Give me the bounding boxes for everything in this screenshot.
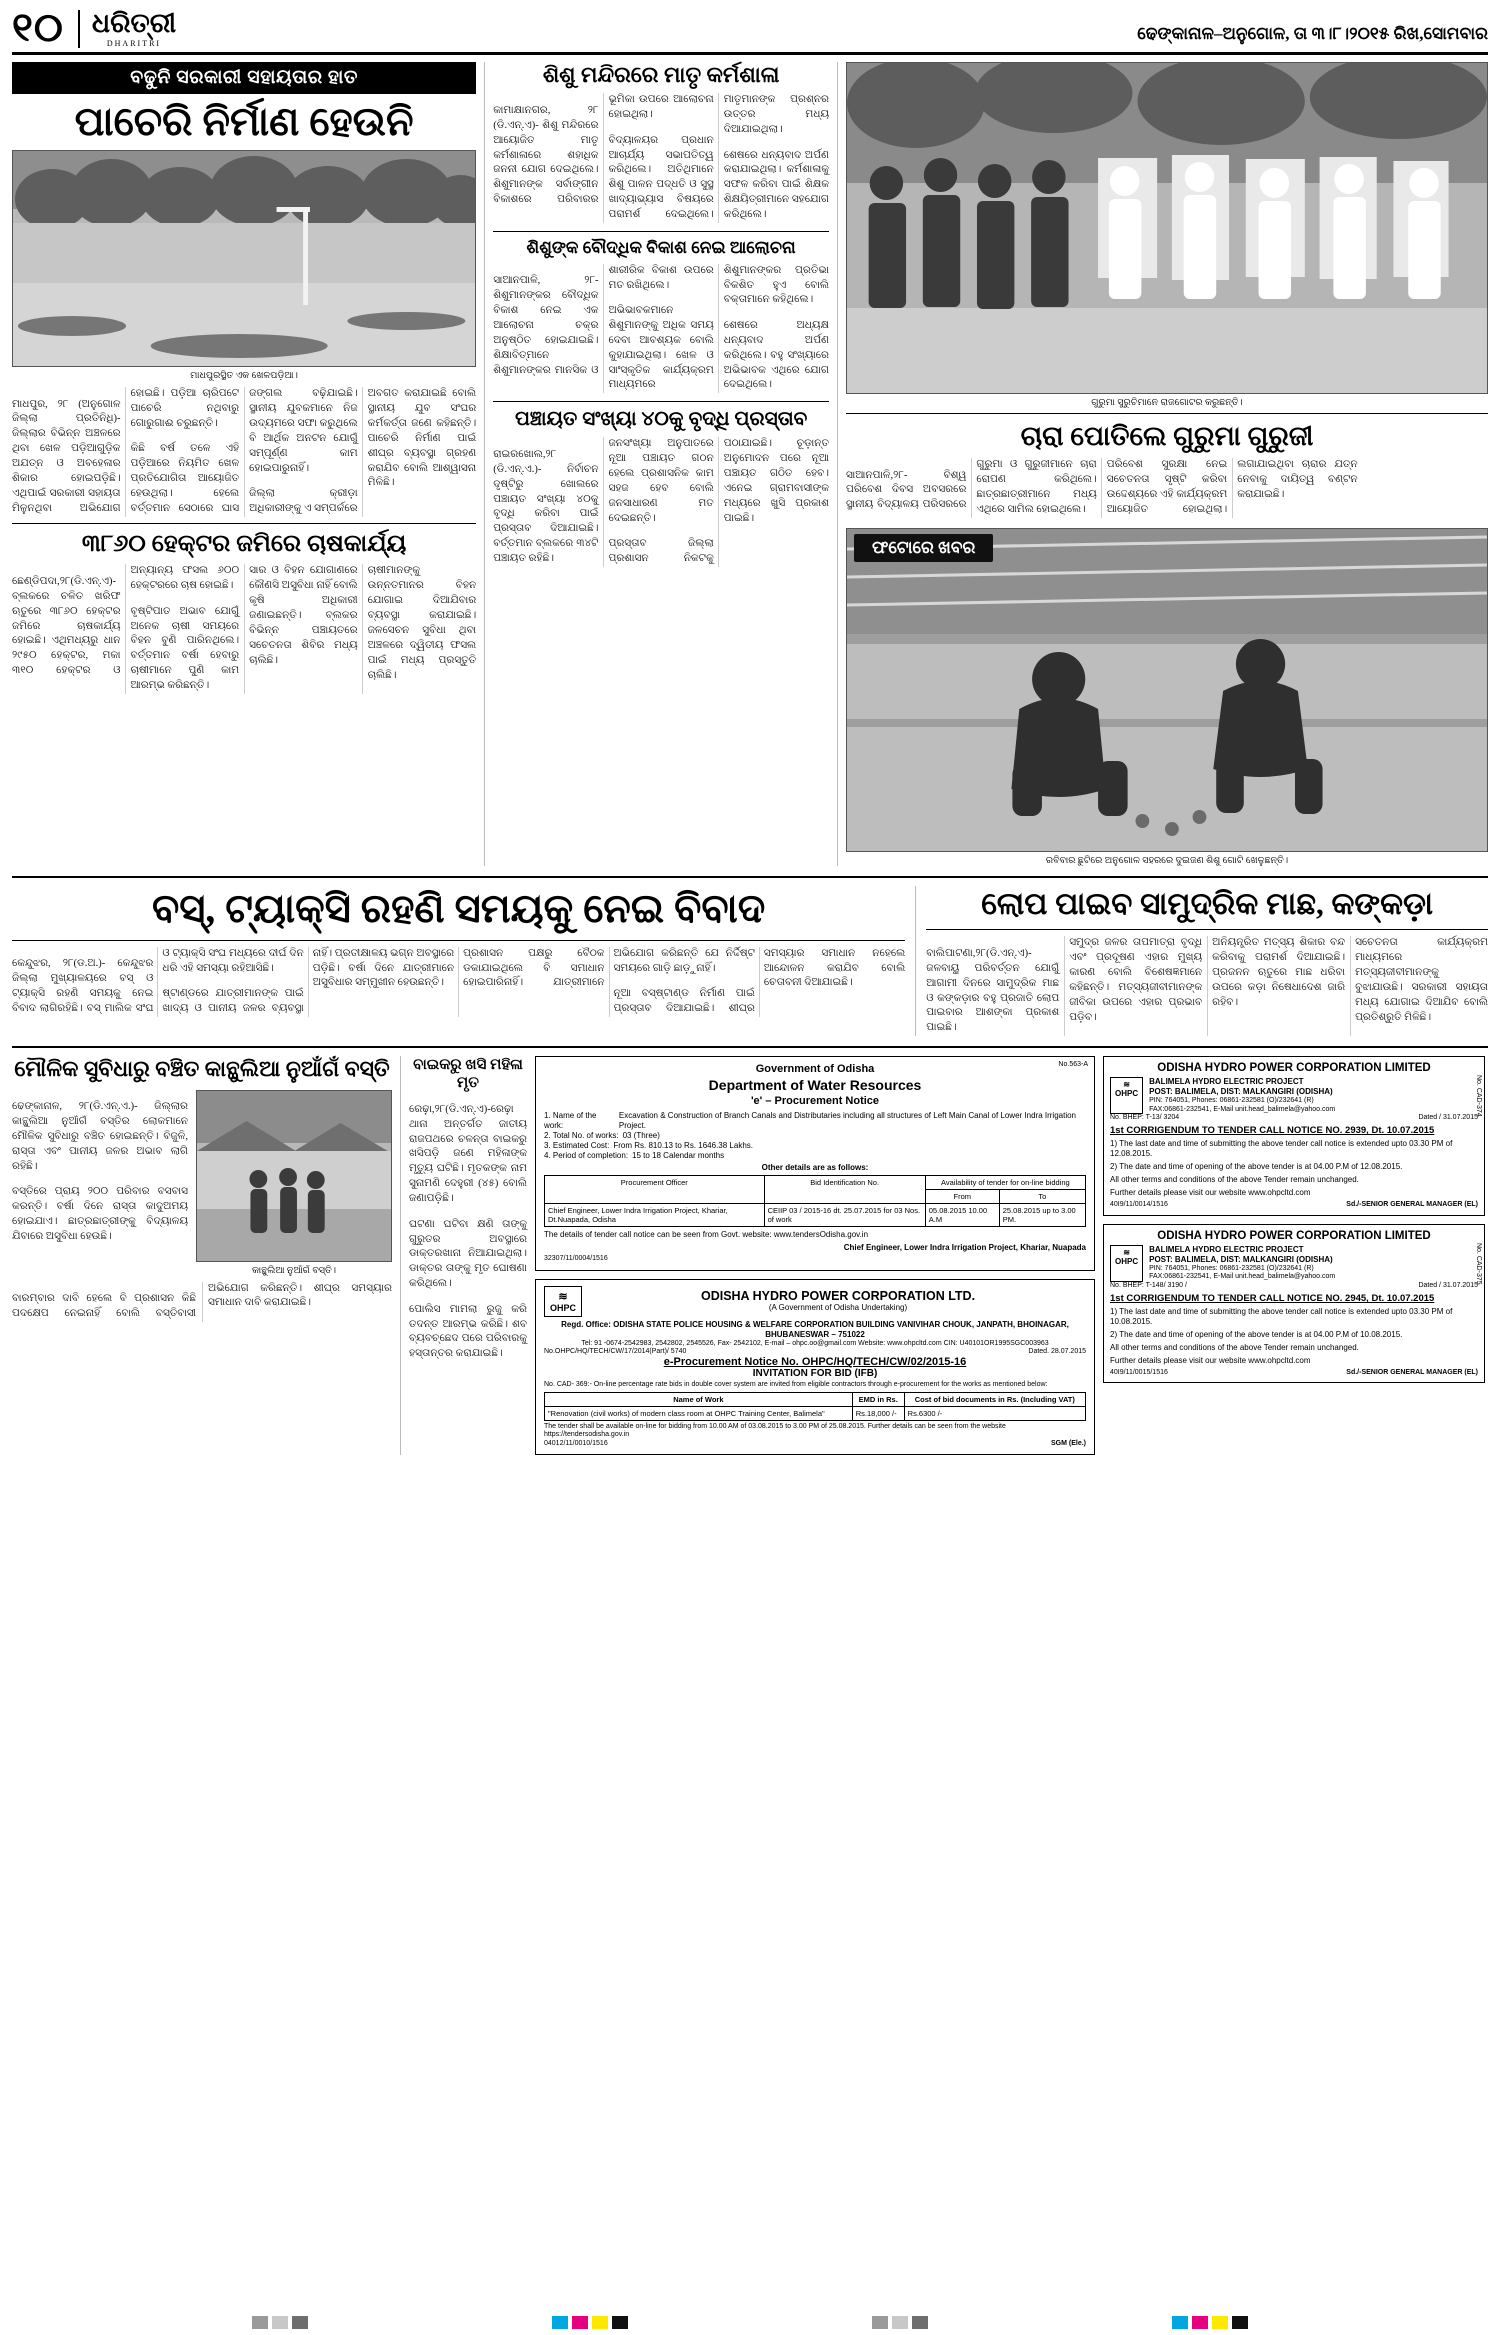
bus-headline: ବସ୍‌, ଟ୍ୟାକ୍ସି ରହଣି ସମୟକୁ ନେଇ ବିବାଦ	[151, 885, 766, 931]
paragraph: ପରିବେଶ ସୁରକ୍ଷା ନେଇ ସଚେତନତା ସୃଷ୍ଟି କରିବା ଉଦ୍ଦେଶ୍ୟରେ ଏହି କାର୍ଯ୍ୟକ୍ରମ ଆୟୋଜିତ ହୋଇଥିଲା। ଲଗାଯାଇଥିବା ଚାରାର ଯତ୍ନ ନେବାକୁ ଦାୟିତ୍ୱ ବଣ୍ଟନ କରାଯାଇଛି।	[1106, 459, 1358, 515]
lead-photo-caption: ମାଧପୁରସ୍ଥିତ ଏକ ଖେଳପଡ଼ିଆ।	[190, 371, 298, 381]
right-column	[837, 62, 1488, 866]
col-header: Cost of bid documents in Rs. (Including VAT)	[904, 1392, 1085, 1406]
color-swatch	[592, 2316, 608, 2329]
ad-ohpc-corrigendum-2	[1103, 1224, 1485, 1384]
ad-work-table	[544, 1392, 1086, 1421]
ad-fax: FAX:06861-232541, E-Mail unit.head_balimela@yahoo.com	[1149, 1105, 1336, 1113]
masthead	[12, 5, 1488, 55]
ad-type-line: 'e' – Procurement Notice	[750, 1095, 880, 1108]
col-subheader: To	[999, 1190, 1085, 1204]
middle-column	[484, 62, 829, 866]
ad-pin-phone: PIN: 764051, Phones: 06861-232581 (O)/232641 (R)	[1149, 1097, 1314, 1105]
ad-office: Regd. Office: ODISHA STATE POLICE HOUSING & WELFARE CORPORATION BUILDING VANIVIHAR CHOUK, JANPATH, BHOINAGAR, BHUBANESWAR – 751022	[561, 1319, 1069, 1339]
ad-bhep-no: No. BHEP: T-148/ 3190 /	[1110, 1281, 1187, 1289]
ad-side-code: No. CAD-374	[1475, 1075, 1482, 1117]
basti-photo-caption: କାନ୍ଥୁଲିଆ ନୁଆଁଗଁ ବସ୍ତି।	[251, 1265, 337, 1276]
color-swatch	[912, 2316, 928, 2329]
ad-field-label: 1. Name of the work:	[544, 1111, 597, 1131]
cell-from: 05.08.2015 10.00 A.M	[925, 1204, 999, 1227]
ad-notice-no: No.OHPC/HQ/TECH/CW/17/2014(Part)/ 5740	[544, 1348, 687, 1356]
color-swatch	[1232, 2316, 1248, 2329]
ad-field-value: Excavation & Construction of Branch Canals and Distributaries including all structures of Left Main Canal of Lower Indra Irrigation Project.	[618, 1111, 1076, 1131]
publication-logo	[78, 10, 176, 48]
bottom-region	[12, 1056, 1488, 1455]
ad-ref-no: No.563-A	[1058, 1061, 1088, 1069]
ad-date: Dated / 31.07.2015	[1418, 1114, 1478, 1122]
color-swatch	[272, 2316, 288, 2329]
machha-headline: ଲୋପ ପାଇବ ସାମୁଦ୍ରିକ ମାଛ, କଙ୍କଡ଼ା	[981, 885, 1434, 921]
ad-note: The tender shall be available on-line for bidding from 10.00 AM of 03.08.2015 to 3.00 PM of 25.08.2015. Further details can be seen from the website https://tendersodisha.gov.in	[544, 1422, 1006, 1439]
paragraph: ସାଆନପାଳି,୨୮- ବିଶ୍ୱ ପରିବେଶ ଦିବସ ଅବସରରେ ସ୍ଥାନୀୟ ବିଦ୍ୟାଳୟ ପରିସରରେ ଗୁରୁମା ଓ ଗୁରୁଜୀମାନେ ଚାରା ରୋପଣ କରିଥିଲେ। ଛାତ୍ରଛାତ୍ରୀମାନେ ମଧ୍ୟ ଏଥିରେ ସାମିଲ ହୋଇଥିଲେ।	[846, 459, 1097, 515]
paragraph: ସାର ଓ ବିହନ ଯୋଗାଣରେ କୌଣସି ଅସୁବିଧା ନାହିଁ ବୋଲି କୃଷି ଅଧିକାରୀ ଜଣାଇଛନ୍ତି। ବ୍ଲକର ବିଭିନ୍ନ ପଞ୍ଚାୟତରେ ସଚେତନତା ଶିବିର ମଧ୍ୟ ଚାଲିଛି।	[249, 565, 358, 666]
gurumaa-photo	[846, 62, 1488, 394]
ad-ohpc-corrigendum-1	[1103, 1056, 1485, 1216]
ad-website: Further details please visit our website www.ohpcltd.com	[1110, 1188, 1311, 1198]
ad-sign: Sd./-SENIOR GENERAL MANAGER (EL)	[1346, 1201, 1478, 1209]
lead-photo	[12, 150, 476, 367]
paragraph: ମାଧପୁର, ୨୮ (ଅନୁଗୋଳ ଜିଲ୍ଲା ପ୍ରତିନିଧି)- ଜିଲ୍ଲାର ବିଭିନ୍ନ ଅଞ୍ଚଳରେ ଥିବା ଖେଳ ପଡ଼ିଆଗୁଡ଼ିକ ଅଯତ୍ନ ଓ ଅବହେଳାର ଶିକାର ହୋଇପଡ଼ିଛି। ଏଥିପାଇଁ ସରକାରୀ ସହାୟତା ମିଳୁନଥିବା ଅଭିଯୋଗ ହୋଇଛି। ପଡ଼ିଆ ଚାରିପଟେ ପାଚେରି ନଥିବାରୁ ଗୋରୁଗାଈ ଚରୁଛନ୍ତି।	[12, 388, 240, 514]
ohpc-logo: ≋ OHPC	[1110, 1077, 1143, 1114]
ad-website: Further details please visit our website www.ohpcltd.com	[1110, 1355, 1311, 1365]
color-swatch	[1212, 2316, 1228, 2329]
paragraph: ସାଆନପାଳି, ୨୮- ଶିଶୁମାନଙ୍କର ବୌଦ୍ଧିକ ବିକାଶ ନେଇ ଏକ ଆଲୋଚନା ଚକ୍ର ଅନୁଷ୍ଠିତ ହୋଇଯାଇଛି। ଶିକ୍ଷାବିତ୍‌ମାନେ ଶିଶୁମାନଙ୍କର ମାନସିକ ଓ ଶାରୀରିକ ବିକାଶ ଉପରେ ମତ ରଖିଥିଲେ।	[493, 264, 714, 376]
edition-dateline: ଢେଙ୍କାନାଳ–ଅନୁଗୋଳ, ତା ୩।୮।୨୦୧୫ ରିଖ,ସୋମବାର	[1137, 24, 1488, 43]
ad-title: ODISHA HYDRO POWER CORPORATION LIMITED	[1157, 1229, 1431, 1242]
ad-water-resources	[535, 1056, 1095, 1270]
color-swatch	[612, 2316, 628, 2329]
photo-feature-banner: ଫଟୋରେ ଖବର	[854, 534, 993, 562]
cell-officer: Chief Engineer, Lower Indra Irrigation Project, Khariar, Dt.Nuapada, Odisha	[545, 1204, 765, 1227]
print-registration-bar	[12, 2315, 1488, 2329]
ad-contact: Tel: 91 -0674-2542983, 2542802, 2545526, Fax- 2542102, E-mail – ohpc.oo@gmail.com Website: www.ohpcltd.com CIN: U40101OR1995SGC003963	[581, 1339, 1049, 1347]
bike-headline: ବାଇକରୁ ଖସି ମହିଳା ମୃତ	[413, 1057, 523, 1092]
mid-region	[12, 886, 1488, 1037]
top-region	[12, 62, 1488, 866]
ad-field-label: 3. Estimated Cost:	[544, 1141, 610, 1151]
ad-unchanged: All other terms and conditions of the above Tender remain unchanged.	[1110, 1342, 1359, 1352]
ad-fax: FAX:06861-232541, E-Mail unit.head_balimela@yahoo.com	[1149, 1273, 1336, 1281]
ad-field-value: 15 to 18 Calendar months	[632, 1151, 725, 1161]
basti-photo	[196, 1090, 392, 1262]
paragraph: ଷ୍ଟାଣ୍ଡରେ ଯାତ୍ରୀମାନଙ୍କ ପାଇଁ ଖାଦ୍ୟ ଓ ପାନୀୟ ଜଳର ବ୍ୟବସ୍ଥା ନାହିଁ। ପ୍ରତୀକ୍ଷାଳୟ ଭଗ୍ନ ଅବସ୍ଥାରେ ପଡ଼ିଛି। ବର୍ଷା ଦିନେ ଯାତ୍ରୀମାନେ ଅସୁବିଧାର ସମ୍ମୁଖୀନ ହେଉଛନ୍ତି।	[162, 947, 455, 1014]
paragraph: ବାରମ୍ବାର ଦାବି ହେଲେ ବି ପ୍ରଶାସନ କିଛି ପଦକ୍ଷେପ ନେଇନାହିଁ ବୋଲି ବସ୍ତିବାସୀ ଅଭିଯୋଗ କରିଛନ୍ତି। ଶୀଘ୍ର ସମସ୍ୟାର ସମାଧାନ ଦାବି କରାଯାଇଛି।	[12, 1282, 392, 1319]
paragraph: କେନ୍ଦୁଝର, ୨୮(ଡ.ଅ.)- କେନ୍ଦୁଝର ଜିଲ୍ଲା ମୁଖ୍ୟାଳୟରେ ବସ୍‌ ଓ ଟ୍ୟାକ୍ସି ରହଣି ସମୟକୁ ନେଇ ବିବାଦ ଲାଗିରହିଛି। ବସ୍‌ ମାଲିକ ସଂଘ ଓ ଟ୍ୟାକ୍ସି ସଂଘ ମଧ୍ୟରେ ଦୀର୍ଘ ଦିନ ଧରି ଏହି ସମସ୍ୟା ରହିଆସିଛି।	[12, 947, 304, 1014]
ohpc-logo: ≋ OHPC	[544, 1286, 582, 1317]
paragraph: କିଛି ବର୍ଷ ତଳେ ଏହି ପଡ଼ିଆରେ ନିୟମିତ ଖେଳ ପ୍ରତିଯୋଗିତା ଆୟୋଜିତ ହେଉଥିଲା। ହେଲେ ବର୍ତ୍ତମାନ ସେଠାରେ ଘାସ ଜଙ୍ଗଲ ବଢ଼ିଯାଇଛି। ସ୍ଥାନୀୟ ଯୁବକମାନେ ନିଜ ଉଦ୍ୟମରେ ସଫା କରୁଥିଲେ ବି ଆର୍ଥିକ ଅନଟନ ଯୋଗୁଁ ସମ୍ପୂର୍ଣ୍ଣ କାମ ହୋଇପାରୁନାହିଁ।	[130, 388, 358, 514]
color-swatch	[292, 2316, 308, 2329]
paragraph: ଅନିୟନ୍ତ୍ରିତ ମତ୍ସ୍ୟ ଶିକାର ବନ୍ଦ କରିବାକୁ ପରାମର୍ଶ ଦିଆଯାଇଛି। ପ୍ରଜନନ ଋତୁରେ ମାଛ ଧରିବା ଉପରେ କଡ଼ା ନିଷେଧାଦେଶ ଜାରି ରହିବ।	[1212, 937, 1346, 1008]
ad-project: BALIMELA HYDRO ELECTRIC PROJECT	[1149, 1244, 1304, 1254]
ad-signature: Chief Engineer, Lower Indra Irrigation Project, Khariar, Nuapada	[843, 1243, 1086, 1253]
ad-post: POST: BALIMELA, DIST: MALKANGIRI (ODISHA)	[1149, 1254, 1333, 1264]
cell-cost: Rs.6300 /-	[904, 1406, 1085, 1420]
machha-body	[926, 936, 1488, 1036]
basti-body-left	[12, 1090, 188, 1276]
ad-note: The details of tender call notice can be seen from Govt. website: www.tendersOdisha.gov.in	[544, 1230, 869, 1240]
paragraph: ଶେଷରେ ଧନ୍ୟବାଦ ଅର୍ପଣ କରାଯାଇଥିଲା। କର୍ମଶାଳାକୁ ସଫଳ କରିବା ପାଇଁ ଶିକ୍ଷକ ଶିକ୍ଷୟିତ୍ରୀମାନେ ସହଯୋଗ କରିଥିଲେ।	[723, 149, 829, 221]
ad-field-value: 03 (Three)	[622, 1131, 660, 1141]
ad-field-label: 2. Total No. of works:	[544, 1131, 619, 1141]
paragraph: ବିଦ୍ୟାଳୟର ପ୍ରଧାନ ଆଚାର୍ଯ୍ୟ ସଭାପତିତ୍ୱ କରିଥିଲେ। ଅତିଥିମାନେ ଶିଶୁ ପାଳନ ପଦ୍ଧତି ଓ ସୁସ୍ଥ ଖାଦ୍ୟାଭ୍ୟାସ ବିଷୟରେ ପରାମର୍ଶ ଦେଇଥିଲେ। ମାତୃମାନଙ୍କ ପ୍ରଶ୍ନର ଉତ୍ତର ମଧ୍ୟ ଦିଆଯାଇଥିଲା।	[608, 94, 829, 221]
cell-to: 25.08.2015 up to 3.00 PM.	[999, 1204, 1085, 1227]
bouddhika-headline: ଶିଶୁଙ୍କ ବୌଦ୍ଧିକ ବିକାଶ ନେଇ ଆଲୋଚନା	[526, 238, 796, 258]
bus-body	[12, 947, 905, 1017]
bike-body	[409, 1103, 527, 1363]
color-swatch	[1172, 2316, 1188, 2329]
paragraph: ରେଢ଼ା,୨୮(ଡି.ଏନ୍.ଏ)-ରେଢ଼ା ଥାନା ଅନ୍ତର୍ଗତ ଜାତୀୟ ରାଜପଥରେ ଚଳନ୍ତା ବାଇକରୁ ଖସିପଡ଼ି ଜଣେ ମହିଳାଙ୍କ ମୃତ୍ୟୁ ଘଟିଛି। ମୃତକଙ୍କ ନାମ ସୁନାମଣି ଦେହୁରୀ (୪୫) ବୋଲି ଜଣାପଡ଼ିଛି।	[409, 1103, 527, 1205]
ad-eproc-line: e-Procurement Notice No. OHPC/HQ/TECH/CW/02/2015-16	[663, 1356, 967, 1369]
ad-footer-code: 32307/11/0004/1516	[544, 1255, 608, 1263]
table-row	[545, 1406, 1086, 1420]
bike-story	[400, 1056, 527, 1455]
color-swatch	[252, 2316, 268, 2329]
sishu-headline: ଶିଶୁ ମନ୍ଦିରରେ ମାତୃ କର୍ମଶାଳା	[542, 62, 780, 87]
ad-date: Dated. 28.07.2015	[1028, 1348, 1086, 1356]
color-swatch	[572, 2316, 588, 2329]
paragraph: ଢେଙ୍କାନାଳ, ୨୮(ଡି.ଏନ୍.ଏ.)- ଜିଲ୍ଲାର କାନ୍ଥୁଲିଆ ନୁଆଁଗଁ ବସ୍ତିର ଲୋକମାନେ ମୌଳିକ ସୁବିଧାରୁ ବଞ୍ଚିତ ହୋଇଛନ୍ତି। ବିଜୁଳି, ରାସ୍ତା ଏବଂ ପାନୀୟ ଜଳର ଅଭାବ ଲାଗି ରହିଛି।	[12, 1101, 188, 1172]
ad-project: BALIMELA HYDRO ELECTRIC PROJECT	[1149, 1077, 1304, 1087]
color-swatch	[552, 2316, 568, 2329]
ad-dept-line: Department of Water Resources	[708, 1077, 922, 1094]
logo-title: ଧରିତ୍ରୀ	[91, 8, 177, 38]
machha-story	[915, 886, 1488, 1037]
paragraph: ଚାଷୀମାନଙ୍କୁ ଉନ୍ନତମାନର ବିହନ ଯୋଗାଇ ଦିଆଯିବାର ବ୍ୟବସ୍ଥା କରାଯାଇଛି। ଜଳସେଚନ ସୁବିଧା ଥିବା ଅଞ୍ଚଳରେ ଦ୍ୱିତୀୟ ଫସଲ ପାଇଁ ମଧ୍ୟ ପ୍ରସ୍ତୁତି ଚାଲିଛି।	[367, 565, 477, 681]
chara-headline: ଚାରା ପୋତିଲେ ଗୁରୁମା ଗୁରୁଜୀ	[1020, 421, 1314, 451]
paragraph: ରାଇରଖୋଲ,୨୮ (ଡି.ଏନ୍.ଏ.)- ନିର୍ବାଚନ ଦୃଷ୍ଟିରୁ ଖୋଲରେ ପଞ୍ଚାୟତ ସଂଖ୍ୟା ୪୦କୁ ବୃଦ୍ଧି କରିବା ପାଇଁ ପ୍ରସ୍ତାବ ଦିଆଯାଇଛି। ବର୍ତ୍ତମାନ ବ୍ଲକରେ ୩୪ଟି ପଞ୍ଚାୟତ ରହିଛି।	[493, 448, 599, 565]
paragraph: ଶେଷରେ ଅଧ୍ୟକ୍ଷ ଧନ୍ୟବାଦ ଅର୍ପଣ କରିଥିଲେ। ବହୁ ସଂଖ୍ୟାରେ ଅଭିଭାବକ ଏଥିରେ ଯୋଗ ଦେଇଥିଲେ।	[723, 319, 829, 391]
ad-pin-phone: PIN: 764051, Phones: 06861-232581 (O)/232641 (R)	[1149, 1264, 1314, 1272]
page-number: ୧୦	[12, 5, 64, 50]
cell-work: "Renovation (civil works) of modern class room at OHPC Training Center, Balimela"	[545, 1406, 853, 1420]
sishu-body	[493, 93, 829, 223]
ad-post: POST: BALIMELA, DIST: MALKANGIRI (ODISHA)	[1149, 1087, 1333, 1097]
paragraph: ପୋଲିସ ମାମଲା ରୁଜୁ କରି ତଦନ୍ତ ଆରମ୍ଭ କରିଛି। ଶବ ବ୍ୟବଚ୍ଛେଦ ପରେ ପରିବାରକୁ ହସ୍ତାନ୍ତର କରାଯାଇଛି।	[409, 1303, 527, 1360]
logo-subtitle: DHARITRI	[106, 39, 162, 48]
bouddhika-body	[493, 264, 829, 394]
paragraph: ଜିଲ୍ଲା କ୍ରୀଡ଼ା ଅଧିକାରୀଙ୍କୁ ଏ ସମ୍ପର୍କରେ ଅବଗତ କରାଯାଇଛି ବୋଲି ସ୍ଥାନୀୟ ଯୁବ ସଂଘର କର୍ମକର୍ତ୍ତା ଜଣେ କହିଛନ୍ତି। ପାଚେରି ନିର୍ମାଣ ପାଇଁ ଶୀଘ୍ର ବ୍ୟବସ୍ଥା ଗ୍ରହଣ କରାଯିବ ବୋଲି ଆଶ୍ୱାସନା ମିଳିଛି।	[249, 388, 477, 514]
color-swatch	[872, 2316, 888, 2329]
cell-emd: Rs.18,000 /-	[852, 1406, 904, 1420]
color-swatch	[1192, 2316, 1208, 2329]
cell-bid-id: CEIIP 03 / 2015-16 dt. 25.07.2015 for 03 Nos. of work	[764, 1204, 925, 1227]
ad-point: 1) The last date and time of submitting the above tender call notice is extended upto 03.30 PM of 10.08.2015.	[1110, 1306, 1453, 1326]
ad-subtitle: (A Government of Odisha Undertaking)	[768, 1303, 908, 1313]
ad-point: 2) The date and time of opening of the above tender is at 04.00 P.M of 12.08.2015.	[1110, 1162, 1403, 1172]
ad-bhep-no: No. BHEP: T-13/ 3204	[1110, 1114, 1180, 1122]
lead-kicker: ବଢୁନି ସରକାରୀ ସହାୟତାର ହାତ	[12, 62, 476, 94]
ad-body: No. CAD- 369:- On-line percentage rate bids in double cover system are invited from eligible contractors through e-procurement for the works as mentioned below:	[544, 1381, 1048, 1389]
ad-footer-code: 40I9/11/0015/1516	[1110, 1368, 1168, 1376]
color-swatch	[892, 2316, 908, 2329]
ad-title: ODISHA HYDRO POWER CORPORATION LTD.	[700, 1289, 976, 1304]
ad-title: ODISHA HYDRO POWER CORPORATION LIMITED	[1157, 1062, 1431, 1075]
panchayat-headline: ପଞ୍ଚାୟତ ସଂଖ୍ୟା ୪୦କୁ ବୃଦ୍ଧି ପ୍ରସ୍ତାବ	[514, 408, 808, 431]
paragraph: ଜନସଂଖ୍ୟା ଅନୁପାତରେ ନୂଆ ପଞ୍ଚାୟତ ଗଠନ ହେଲେ ପ୍ରଶାସନିକ କାମ ସହଜ ହେବ ବୋଲି ଜନସାଧାରଣ ମତ ଦେଇଛନ୍ତି।	[608, 438, 714, 524]
hectare-body	[12, 564, 476, 694]
lead-story	[12, 62, 476, 866]
bus-story	[12, 886, 905, 1037]
ad-field-label: 4. Period of completion:	[544, 1151, 629, 1161]
ad-unchanged: All other terms and conditions of the above Tender remain unchanged.	[1110, 1175, 1359, 1185]
paragraph: ବୃଷ୍ଟିପାତ ଅଭାବ ଯୋଗୁଁ ଅନେକ ଚାଷୀ ସମୟରେ ବିହନ ବୁଣି ପାରିନଥିଲେ। ବର୍ତ୍ତମାନ ବର୍ଷା ହେବାରୁ ଚାଷୀମାନେ ପୁଣି କାମ ଆରମ୍ଭ କରିଛନ୍ତି।	[130, 605, 240, 692]
ad-point: 1) The last date and time of submitting the above tender call notice is extended upto 03.30 PM of 12.08.2015.	[1110, 1139, 1453, 1159]
ad-heading: 1st CORRIGENDUM TO TENDER CALL NOTICE NO. 2939, Dt. 10.07.2015	[1110, 1125, 1435, 1137]
ad-side-code: No. CAD-375	[1475, 1242, 1482, 1285]
paragraph: ବସ୍ତିରେ ପ୍ରାୟ ୨୦୦ ପରିବାର ବସବାସ କରନ୍ତି। ବର୍ଷା ଦିନେ ରାସ୍ତା କାଦୁଅମୟ ହୋଇଯାଏ। ଛାତ୍ରଛାତ୍ରୀଙ୍କୁ ବିଦ୍ୟାଳୟ ଯିବାରେ ଅସୁବିଧା ହେଉଛି।	[12, 1186, 188, 1242]
paragraph: ସମୁଦ୍ର ଜଳର ତାପମାତ୍ରା ବୃଦ୍ଧି ଏବଂ ପ୍ରଦୂଷଣ ଏହାର ମୁଖ୍ୟ କାରଣ ବୋଲି ବିଶେଷଜ୍ଞମାନେ କହିଛନ୍ତି। ମତ୍ସ୍ୟଜୀବୀମାନଙ୍କ ଜୀବିକା ଉପରେ ଏହାର ପ୍ରଭାବ ପଡ଼ିବ।	[1069, 937, 1203, 1023]
col-header: Procurement Officer	[545, 1176, 765, 1204]
paragraph: ପ୍ରଶାସନ ପକ୍ଷରୁ ବୈଠକ ଡକାଯାଇଥିଲେ ବି ସମାଧାନ ହୋଇପାରିନାହିଁ। ଯାତ୍ରୀମାନେ ଅଭିଯୋଗ କରିଛନ୍ତି ଯେ ନିର୍ଦ୍ଦିଷ୍ଟ ସମୟରେ ଗାଡ଼ି ଛାଡ଼ୁନାହିଁ।	[463, 947, 755, 989]
paragraph: ନୂଆ ବସ୍‌ଷ୍ଟାଣ୍ଡ ନିର୍ମାଣ ପାଇଁ ପ୍ରସ୍ତାବ ଦିଆଯାଇଛି। ଶୀଘ୍ର ସମସ୍ୟାର ସମାଧାନ ନହେଲେ ଆନ୍ଦୋଳନ କରାଯିବ ବୋଲି ଚେତାବନୀ ଦିଆଯାଇଛି।	[613, 947, 906, 1014]
ad-heading: 1st CORRIGENDUM TO TENDER CALL NOTICE NO. 2945, Dt. 10.07.2015	[1110, 1292, 1435, 1304]
paragraph: ପ୍ରସ୍ତାବ ଜିଲ୍ଲା ପ୍ରଶାସନ ନିକଟକୁ ପଠାଯାଇଛି। ଚୂଡ଼ାନ୍ତ ଅନୁମୋଦନ ପରେ ନୂଆ ପଞ୍ଚାୟତ ଗଠିତ ହେବ। ଏନେଇ ଗ୍ରାମବାସୀଙ୍କ ମଧ୍ୟରେ ଖୁସି ପ୍ରକାଶ ପାଇଛି।	[608, 438, 829, 565]
chara-body	[846, 458, 1488, 518]
col-header: Bid Identification No.	[764, 1176, 925, 1204]
ad-ifb: INVITATION FOR BID (IFB)	[752, 1368, 878, 1380]
paragraph: ବାଲିପାଟଣା,୨୮(ଡି.ଏନ୍.ଏ)-ଜଳବାୟୁ ପରିବର୍ତ୍ତନ ଯୋଗୁଁ ଆଗାମୀ ଦିନରେ ସାମୁଦ୍ରିକ ମାଛ ଓ କଙ୍କଡ଼ାର ବହୁ ପ୍ରଜାତି ଲୋପ ପାଇବାର ଆଶଙ୍କା ପ୍ରକାଶ ପାଇଛି।	[926, 947, 1060, 1034]
ads-region	[535, 1056, 1485, 1455]
ad-other-details-label: Other details are as follows:	[761, 1163, 869, 1173]
hectare-headline: ୩୮୬୦ ହେକ୍ଟର ଜମିରେ ଚାଷକାର୍ଯ୍ୟ	[81, 530, 407, 557]
col-header: EMD in Rs.	[852, 1392, 904, 1406]
col-subheader: From	[925, 1190, 999, 1204]
ad-tender-table	[544, 1175, 1086, 1227]
paragraph: କାମାକ୍ଷାନଗର, ୨୮ (ଡି.ଏନ୍.ଏ)- ଶିଶୁ ମନ୍ଦିରରେ ଆୟୋଜିତ ମାତୃ କର୍ମଶାଳାରେ ଶହାଧିକ ଜନନୀ ଯୋଗ ଦେଇଥିଲେ। ଶିଶୁମାନଙ୍କ ସର୍ବାଙ୍ଗୀନ ବିକାଶରେ ପରିବାରର ଭୂମିକା ଉପରେ ଆଲୋଚନା ହୋଇଥିଲା।	[493, 94, 714, 206]
photo-feature-image	[846, 528, 1488, 852]
ad-footer-code: 04012/11/0010/1516	[544, 1439, 608, 1447]
paragraph: ଛେଣ୍ଡିପଦା,୨୮(ଡି.ଏନ୍.ଏ)- ବ୍ଲକରେ ଚଳିତ ଖରିଫ ଋତୁରେ ୩୮୬୦ ହେକ୍ଟର ଜମିରେ ଚାଷକାର୍ଯ୍ୟ ହୋଇଛି। ଏଥିମଧ୍ୟରୁ ଧାନ ୨୯୫୦ ହେକ୍ଟର, ମକା ୩୧୦ ହେକ୍ଟର ଓ ଅନ୍ୟାନ୍ୟ ଫସଲ ୬୦୦ ହେକ୍ଟରରେ ଚାଷ ହୋଇଛି।	[12, 565, 240, 677]
ad-field-value: From Rs. 810.13 to Rs. 1646.38 Lakhs.	[613, 1141, 753, 1151]
table-row	[545, 1204, 1086, 1227]
lead-headline: ପାଚେରି ନିର୍ମାଣ ହେଉନି	[74, 99, 414, 144]
photo-feature-caption: ରବିବାର ଛୁଟିରେ ଅନୁଗୋଳ ସହରରେ ଦୁଇଜଣ ଶିଶୁ ଗୋଟି ଖେଳୁଛନ୍ତି।	[1045, 855, 1289, 866]
paragraph: ସଚେତନତା କାର୍ଯ୍ୟକ୍ରମ ମାଧ୍ୟମରେ ମତ୍ସ୍ୟଜୀବୀମାନଙ୍କୁ ବୁଝାଯାଉଛି। ସରକାରୀ ସହାୟତା ମଧ୍ୟ ଯୋଗାଇ ଦିଆଯିବ ବୋଲି ପ୍ରତିଶ୍ରୁତି ମିଳିଛି।	[1355, 937, 1488, 1023]
lead-body	[12, 387, 476, 517]
ad-sign: Sd./-SENIOR GENERAL MANAGER (EL)	[1346, 1368, 1478, 1376]
paragraph: ଅଭିଭାବକମାନେ ଶିଶୁମାନଙ୍କୁ ଅଧିକ ସମୟ ଦେବା ଆବଶ୍ୟକ ବୋଲି କୁହାଯାଇଥିଲା। ଖେଳ ଓ ସାଂସ୍କୃତିକ କାର୍ଯ୍ୟକ୍ରମ ମାଧ୍ୟମରେ ଶିଶୁମାନଙ୍କର ପ୍ରତିଭା ବିକଶିତ ହୁଏ ବୋଲି ବକ୍ତାମାନେ କହିଥିଲେ।	[608, 264, 829, 391]
basti-body-rest	[12, 1282, 392, 1322]
col-header: Availability of tender for on-line bidding	[925, 1176, 1085, 1190]
ohpc-logo: ≋ OHPC	[1110, 1245, 1143, 1282]
ad-ohpc-main	[535, 1279, 1095, 1455]
ad-footer-code: 40I9/11/0014/1516	[1110, 1201, 1168, 1209]
panchayat-body	[493, 437, 829, 567]
ad-date: Dated / 31.07.2015	[1418, 1281, 1478, 1289]
col-header: Name of Work	[545, 1392, 853, 1406]
ad-point: 2) The date and time of opening of the above tender is at 04.00 P.M of 10.08.2015.	[1110, 1329, 1403, 1339]
ad-gov-line: Government of Odisha	[755, 1063, 875, 1076]
basti-headline: ମୌଳିକ ସୁବିଧାରୁ ବଞ୍ଚିତ କାନ୍ଥୁଲିଆ ନୁଆଁଗଁ ବସ୍ତି	[14, 1056, 390, 1082]
ad-sign: SGM (Ele.)	[1050, 1439, 1086, 1447]
gurumaa-photo-caption: ଗୁରୁମା ସୁରୁଚିମାନେ ରାଜଗୋଟର କରୁଛନ୍ତି।	[1091, 398, 1243, 408]
paragraph: ଘଟଣା ଘଟିବା କ୍ଷଣି ତାଙ୍କୁ ଗୁରୁତର ଅବସ୍ଥାରେ ଡାକ୍ତରଖାନା ନିଆଯାଇଥିଲା। ଡାକ୍ତର ତାଙ୍କୁ ମୃତ ଘୋଷଣା କରିଥିଲେ।	[409, 1218, 527, 1290]
basti-story	[12, 1056, 392, 1455]
